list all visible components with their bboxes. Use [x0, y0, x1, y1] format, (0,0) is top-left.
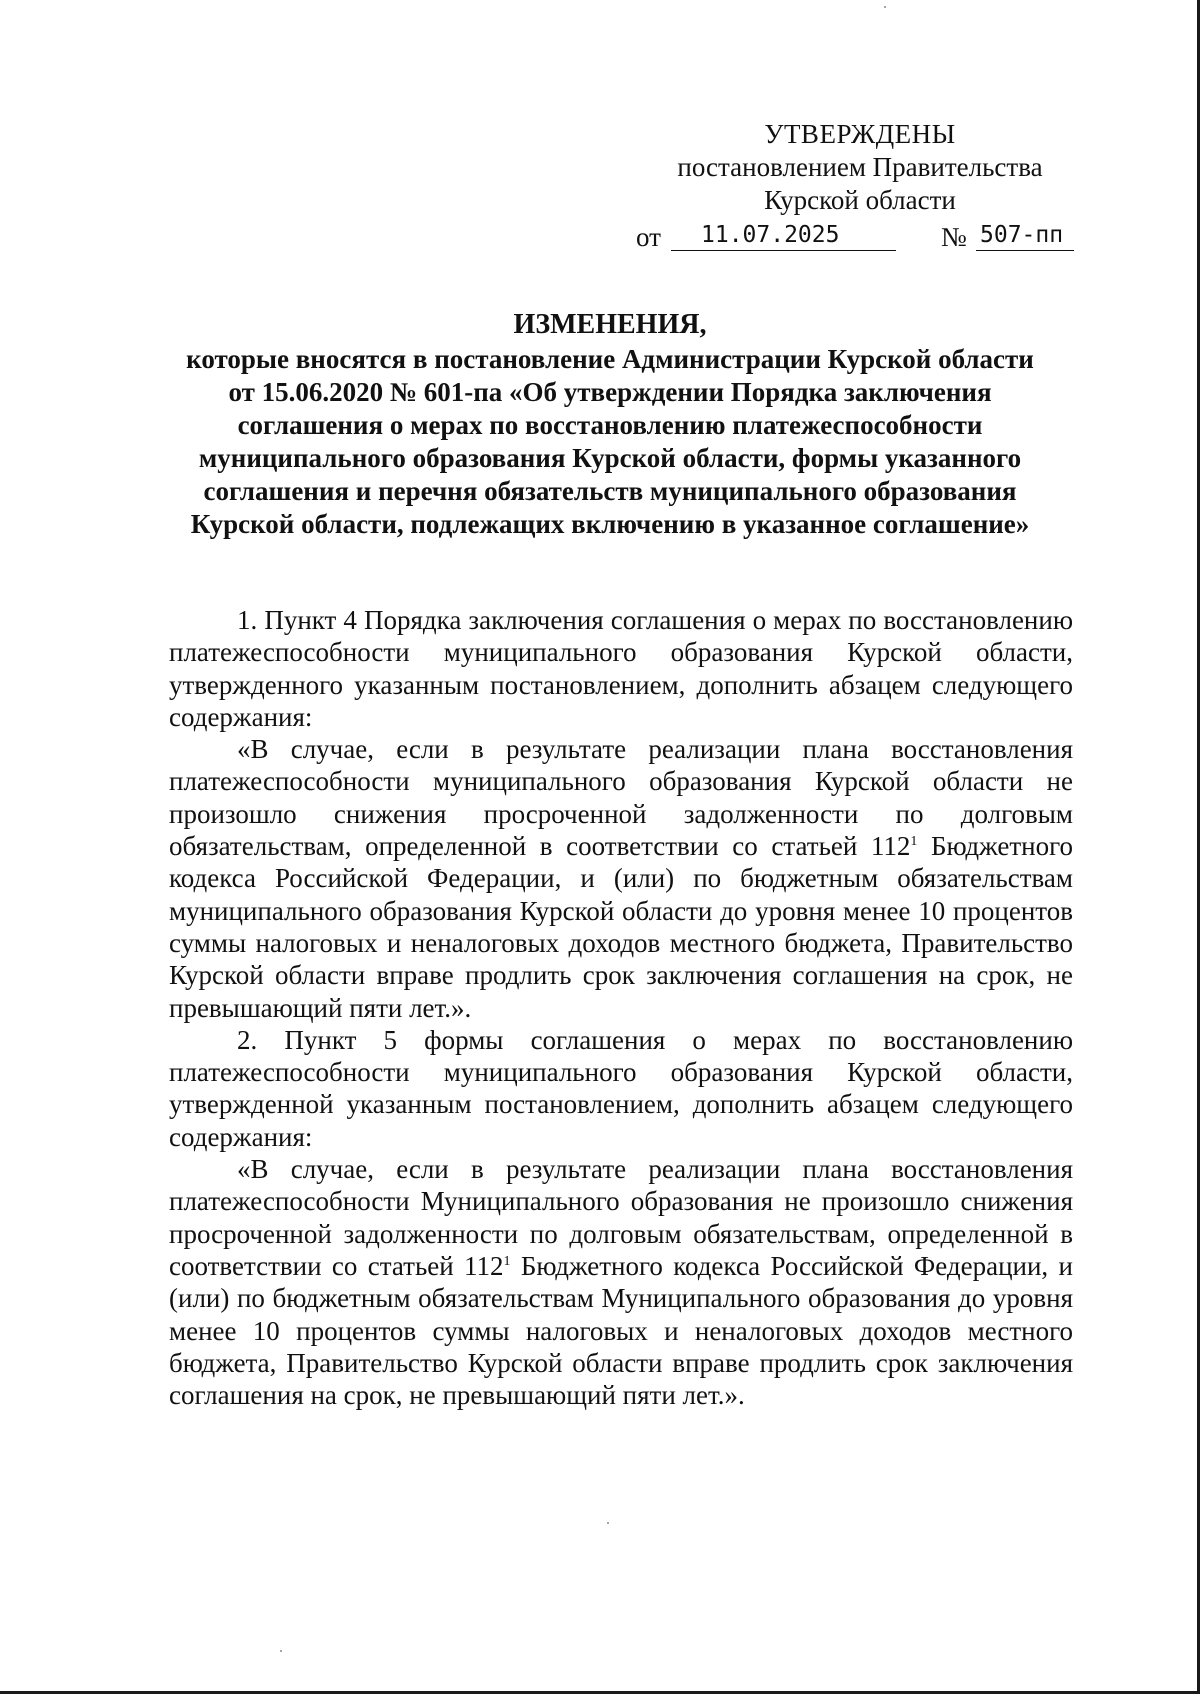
document-body — [169, 604, 1073, 1411]
scan-speck — [280, 1650, 282, 1652]
paragraph-2-part-b: Бюджетного кодекса Российской Федерации, и (или) по бюджетным обязательствам муниципального образования Курской области до уровня менее 10 процентов суммы налоговых и неналоговых доходов местного бюджета, Правительство Курской области вправе продлить срок заключения соглашения на срок, не превышающий пяти лет.». — [169, 831, 1073, 1023]
paragraph-4-part-b: Бюджетного кодекса Российской Федерации, и (или) по бюджетным обязательствам Муниципального образования до уровня менее 10 процентов суммы налоговых и неналоговых доходов местного бюджета, Правительство Курской области вправе продлить срок заключения соглашения на срок, не превышающий пяти лет.». — [169, 1250, 1073, 1411]
paragraph-4-part-a: «В случае, если в результате реализации плана восстановления платежеспособности Муниципального образования не произошло снижения просроченной задолженности по долговым обязательствам, определенной в соответствии со статьей 112 — [169, 1154, 1073, 1281]
approval-stamp — [560, 118, 1080, 255]
title-main: ИЗМЕНЕНИЯ, — [513, 309, 707, 340]
paragraph-2 — [169, 733, 1073, 1024]
paragraph-2-superscript: 1 — [910, 834, 918, 850]
approval-line-2: Курской области — [764, 185, 956, 215]
approval-date: 11.07.2025 — [671, 219, 896, 251]
paragraph-2-part-a: «В случае, если в результате реализации плана восстановления платежеспособности муниципального образования Курской области не произошло снижения просроченной задолженности по долговым обязательствам, определенной в соответствии со статьей 112 — [169, 734, 1073, 862]
paragraph-4-superscript: 1 — [503, 1253, 511, 1269]
number-prefix: № — [941, 222, 967, 252]
title-line-1: которые вносятся в постановление Администрации Курской области — [186, 344, 1034, 374]
title-line-6: Курской области, подлежащих включению в указанное соглашение» — [190, 509, 1030, 539]
approval-line-1: постановлением Правительства — [677, 152, 1043, 182]
title-line-4: муниципального образования Курской области, формы указанного — [198, 443, 1022, 473]
title-line-3: соглашения о мерах по восстановлению платежеспособности — [237, 410, 983, 440]
approval-heading: УТВЕРЖДЕНЫ — [764, 119, 956, 149]
scan-speck — [884, 6, 886, 8]
document-title — [150, 308, 1070, 541]
scan-speck — [607, 1522, 609, 1524]
title-line-5: соглашения и перечня обязательств муниципального образования — [203, 476, 1017, 506]
paragraph-1: 1. Пункт 4 Порядка заключения соглашения о мерах по восстановлению платежеспособности муниципального образования Курской области, утвержденного указанным постановлением, дополнить абзацем следующего содержания: — [169, 605, 1073, 732]
paragraph-4 — [169, 1153, 1073, 1411]
title-line-2: от 15.06.2020 № 601-па «Об утверждении Порядка заключения — [228, 377, 992, 407]
date-prefix: от — [636, 222, 661, 252]
paragraph-3: 2. Пункт 5 формы соглашения о мерах по восстановлению платежеспособности муниципального образования Курской области, утвержденной указанным постановлением, дополнить абзацем следующего содержания: — [169, 1024, 1073, 1152]
approval-number: 507-пп — [976, 219, 1074, 251]
approval-date-row — [560, 219, 1080, 255]
